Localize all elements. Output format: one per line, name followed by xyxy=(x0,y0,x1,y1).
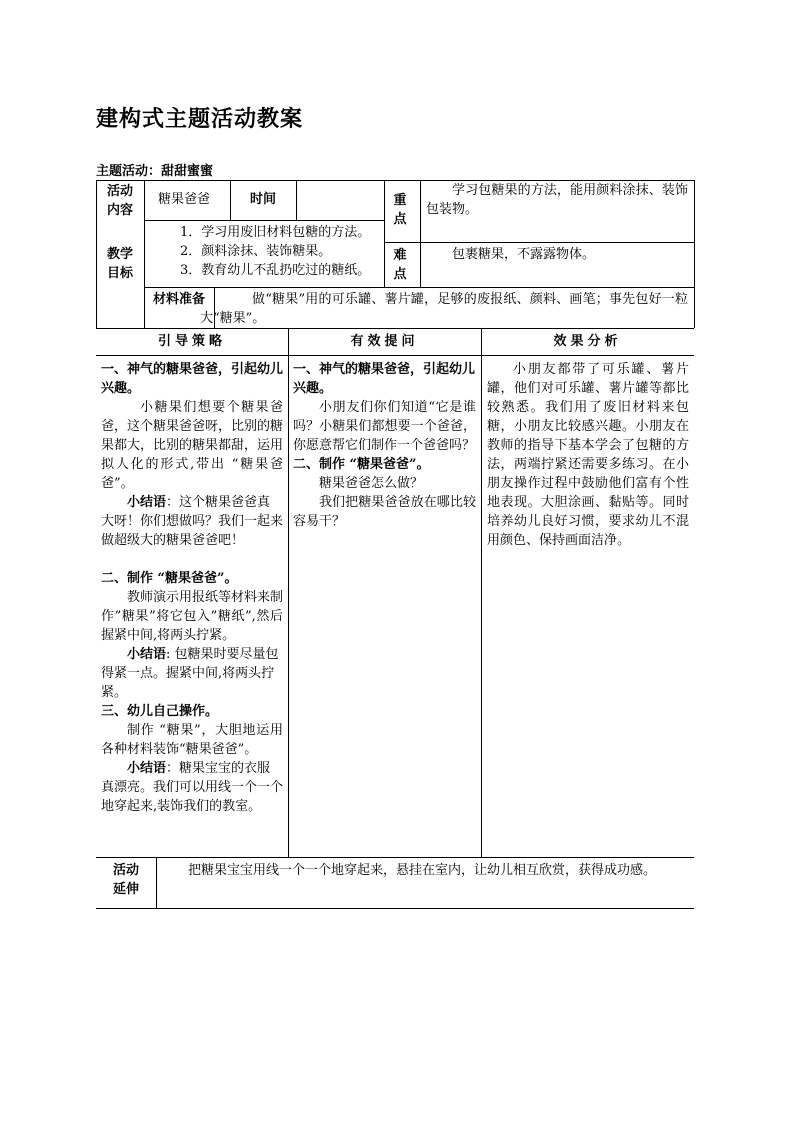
strategy-column xyxy=(101,360,283,816)
analysis-text: 小朋友都带了可乐罐、薯片罐，他们对可乐罐、薯片罐等都比较熟悉。我们用了废旧材料来包糖，小朋友比较感兴趣。小朋友在教师的指导下基本学会了包糖的方法，两端拧紧还需要多练习。在小朋友操作过程中鼓励他们富有个性地表现。大胆涂画、黏贴等。同时培养幼儿良好习惯，要求幼儿不混用颜色、保持画面洁净。 xyxy=(487,362,689,548)
materials-value: 做“糖果”用的可乐罐、薯片罐，足够的废报纸、颜料、画笔；事先包好一粒大“糖果”。 xyxy=(200,292,688,326)
strategy-step-2-text: 教师演示用报纸等材料来制作”糖果”将它包入”糖纸”,然后握紧中间,将两头拧紧。 xyxy=(101,590,284,643)
goal-item: 1．学习用废旧材料包糖的方法。 xyxy=(180,225,371,240)
extension-text: 把糖果宝宝用线一个一个地穿起来，悬挂在室内，让幼儿相互欣赏，获得成功感。 xyxy=(188,863,657,878)
table-border xyxy=(288,328,289,857)
activity-content-value: 糖果爸爸 xyxy=(158,192,211,207)
strategy-step-1-heading: 一、神气的糖果爸爸，引起幼儿兴趣。 xyxy=(101,362,284,396)
header-analysis: 效果分析 xyxy=(553,334,622,349)
question-2-heading: 二、制作 “糖果爸爸”。 xyxy=(293,457,430,472)
header-questions: 有效提问 xyxy=(350,334,419,349)
goal-item: 3．教育幼儿不乱扔吃过的糖纸。 xyxy=(180,263,371,278)
page-title: 建构式主题活动教案 xyxy=(96,106,304,132)
summary-text: : 包糖果时要尽量包得紧一点。握紧中间,将两头拧紧。 xyxy=(101,647,279,700)
question-2-text-2: 我们把糖果爸爸放在哪比较容易干？ xyxy=(293,495,476,529)
materials-label: 材料准备 xyxy=(152,292,205,307)
analysis-column xyxy=(487,360,689,550)
goals-label: 教学目标 xyxy=(106,247,133,281)
table-border xyxy=(144,220,384,221)
table-border xyxy=(230,180,231,220)
strategy-step-2-heading: 二、制作 “糖果爸爸”。 xyxy=(101,571,238,586)
table-border xyxy=(96,355,694,356)
strategy-step-3-heading: 三、幼儿自己操作。 xyxy=(101,704,219,719)
table-border xyxy=(296,180,297,220)
summary-label: 小结语 xyxy=(127,761,167,776)
question-2-text-1: 糖果爸爸怎么做？ xyxy=(319,476,424,491)
activity-content-label: 活动内容 xyxy=(106,184,133,218)
goal-item: 2．颜料涂抹、装饰糖果。 xyxy=(180,244,332,259)
question-1-text: 小朋友们你们知道“它是谁吗？小糖果们都想要一个爸爸，你愿意帮它们制作一个爸爸吗？ xyxy=(293,400,476,453)
table-border xyxy=(420,180,421,287)
strategy-step-1-text: 小糖果们想要个糖果爸爸，这个糖果爸爸呀，比别的糖果都大，比别的糖果都甜，运用拟人化的形式,带出 “糖果爸爸”。 xyxy=(101,400,284,491)
table-border xyxy=(144,180,145,328)
summary-label: 小结语 xyxy=(127,647,167,662)
table-border xyxy=(481,328,482,857)
summary-label: 小结语 xyxy=(127,495,167,510)
table-border xyxy=(96,328,694,329)
goals-list xyxy=(180,223,384,280)
questions-column xyxy=(293,360,476,531)
summary-text: ：糖果宝宝的衣服真漂亮。我们可以用线一个一个地穿起来,装饰我们的教室。 xyxy=(101,761,284,814)
strategy-step-3-text: 制作 “糖果”，大胆地运用各种材料装饰“糖果爸爸”。 xyxy=(101,723,283,757)
difficulty-label: 难点 xyxy=(393,248,407,282)
theme-subtitle: 主题活动：甜甜蜜蜜 xyxy=(96,164,214,179)
table-border xyxy=(384,180,385,287)
table-border xyxy=(156,857,157,908)
key-point-value: 学习包糖果的方法，能用颜料涂抹、装饰包装物。 xyxy=(426,183,688,217)
difficulty-value: 包裹糖果，不露露物体。 xyxy=(452,247,596,262)
table-border xyxy=(96,908,694,909)
header-strategy: 引导策略 xyxy=(157,334,226,349)
time-label: 时间 xyxy=(249,192,276,207)
table-border xyxy=(96,857,694,858)
table-border xyxy=(694,180,695,328)
extension-label: 活动延伸 xyxy=(112,863,139,897)
table-border xyxy=(144,287,694,288)
key-point-label: 重点 xyxy=(393,193,407,227)
table-border xyxy=(96,180,97,328)
table-border xyxy=(384,242,694,243)
summary-text: ：这个糖果爸爸真大呀！你们想做吗？我们一起来做超级大的糖果爸爸吧！ xyxy=(101,495,284,548)
question-1-heading: 一、神气的糖果爸爸，引起幼儿兴趣。 xyxy=(293,362,476,396)
